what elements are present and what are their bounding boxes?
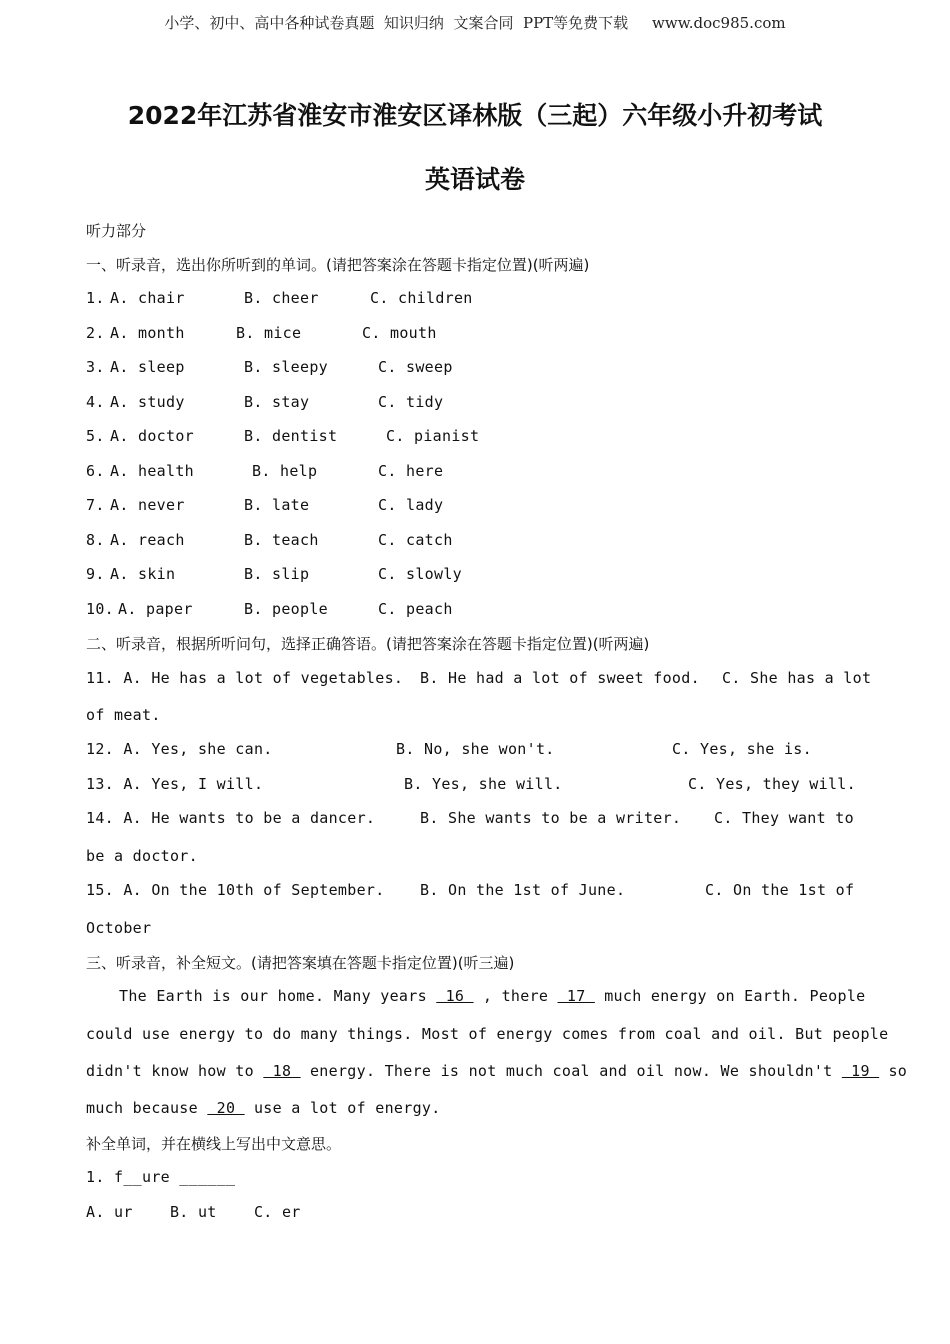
blank-16[interactable]: 16 <box>436 987 474 1005</box>
section-3-heading: 三、听录音，补全短文。(请把答案填在答题卡指定位置)(听三遍) <box>86 954 515 972</box>
blank-17[interactable]: 17 <box>557 987 595 1005</box>
question-15-continued: October <box>86 919 152 937</box>
question-14-continued: be a doctor. <box>86 847 198 865</box>
passage-line-4: much because 20 use a lot of energy. <box>86 1099 441 1117</box>
page-header-banner: 小学、初中、高中各种试卷真题 知识归纳 文案合同 PPT等免费下载 www.doc985.com <box>164 14 786 32</box>
blank-20[interactable]: 20 <box>207 1099 245 1117</box>
exam-title-line-2: 英语试卷 <box>424 165 525 194</box>
word-task-question-1: 1. f__ure ______ <box>86 1168 236 1186</box>
exam-title-line-1: 2022年江苏省淮安市淮安区译林版（三起）六年级小升初考试 <box>127 101 823 130</box>
passage-line-2: could use energy to do many things. Most of energy comes from coal and oil. But people <box>86 1025 889 1043</box>
section-1-heading: 一、听录音，选出你所听到的单词。(请把答案涂在答题卡指定位置)(听两遍) <box>86 256 590 274</box>
passage-line-1: The Earth is our home. Many years 16 , there 17 much energy on Earth. People <box>119 987 866 1005</box>
word-task-heading: 补全单词，并在横线上写出中文意思。 <box>86 1135 342 1153</box>
blank-19[interactable]: 19 <box>841 1062 880 1080</box>
listening-part-label: 听力部分 <box>86 222 147 240</box>
passage-line-3: didn't know how to 18 energy. There is not much coal and oil now. We shouldn't 19 so <box>86 1062 908 1080</box>
section-2-heading: 二、听录音，根据所听问句，选择正确答语。(请把答案涂在答题卡指定位置)(听两遍) <box>86 635 650 653</box>
question-11-continued: of meat. <box>86 706 161 724</box>
blank-18[interactable]: 18 <box>263 1062 301 1080</box>
word-task-options: A. ur B. ut C. er <box>86 1203 301 1221</box>
